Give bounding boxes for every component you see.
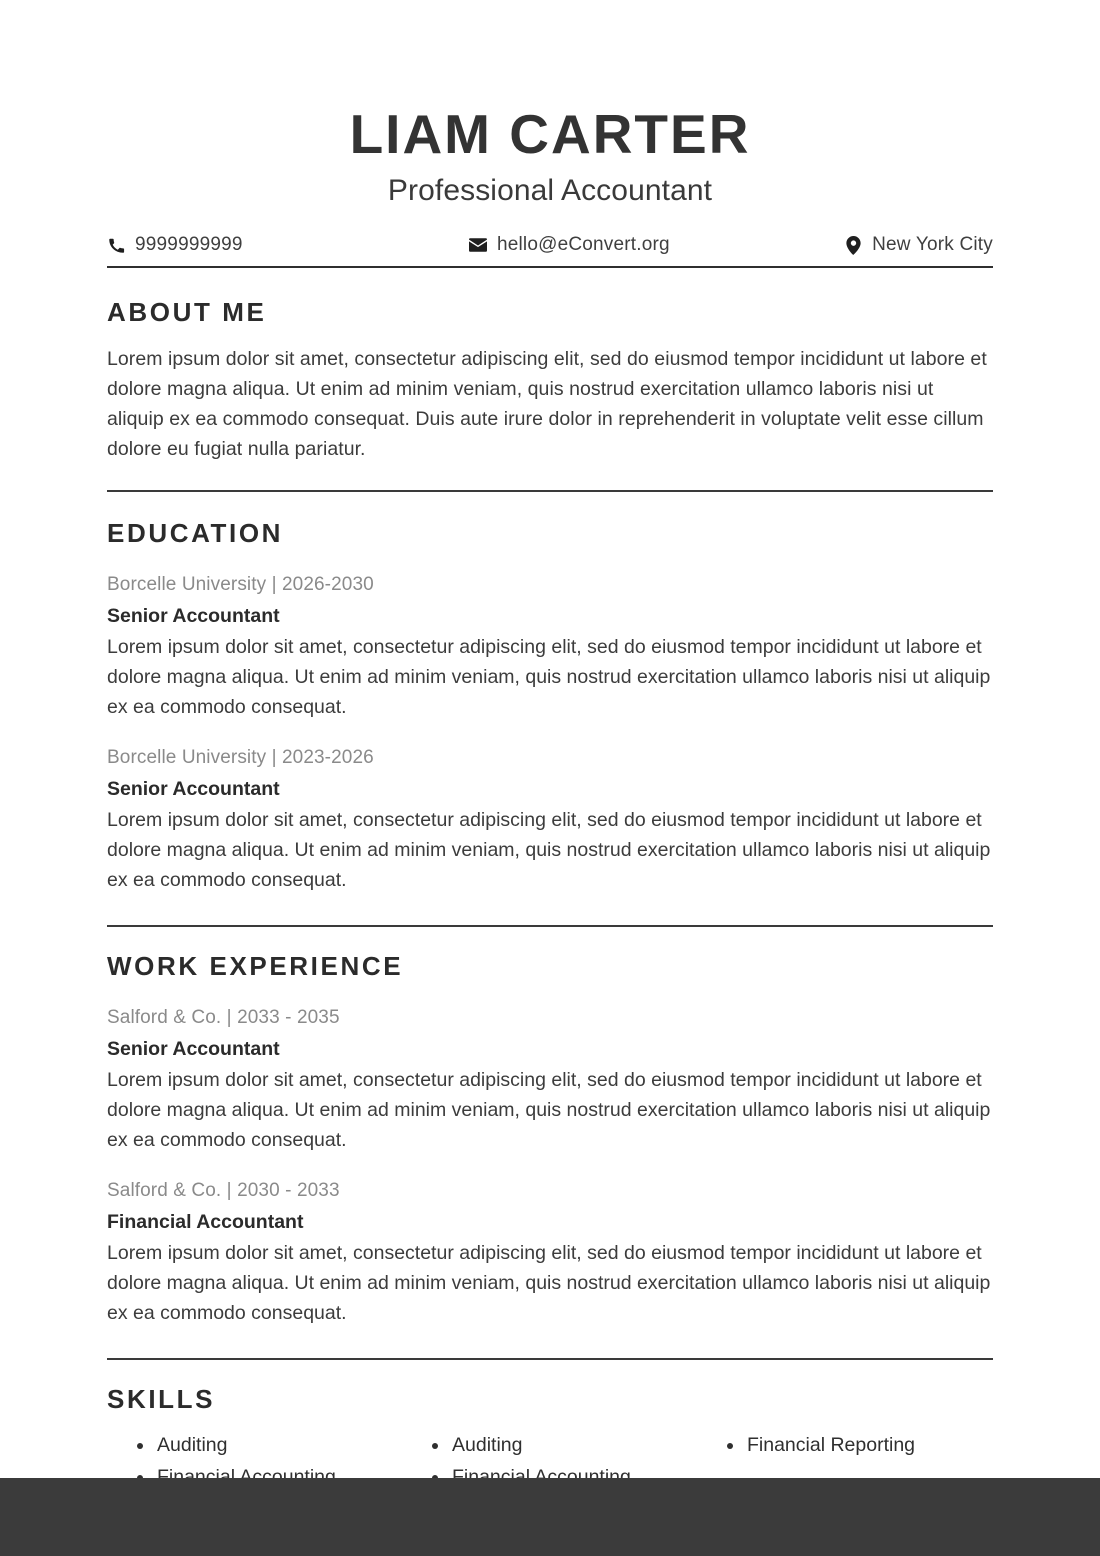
contact-row [107, 234, 993, 266]
contact-phone[interactable] [107, 234, 243, 256]
resume-header [0, 0, 1100, 208]
contact-location[interactable] [844, 234, 993, 256]
education-entry-description: Lorem ipsum dolor sit amet, consectetur adipiscing elit, sed do eiusmod tempor incididunt ut labore et dolore magna aliqua. Ut enim ad minim veniam, quis nostrud exercitation ullamco laboris nisi ut aliquip ex ea commodo consequat. [107, 636, 991, 719]
section-title-skills: SKILLS [107, 1384, 216, 1415]
education-entry-meta: Borcelle University | 2026-2030 [107, 574, 374, 596]
list-item: Auditing [135, 1429, 402, 1461]
education-entry-role: Senior Accountant [107, 605, 280, 628]
list-item: Financial Reporting [725, 1429, 992, 1461]
work-entry-role: Financial Accountant [107, 1211, 304, 1234]
section-title-education: EDUCATION [107, 518, 284, 549]
work-entry [107, 1004, 993, 1155]
page-title: LIAM CARTER [349, 103, 751, 165]
work-entry-meta: Salford & Co. | 2033 - 2035 [107, 1007, 340, 1029]
contact-email[interactable] [469, 234, 670, 256]
education-entry [107, 744, 993, 895]
section-about-me [107, 297, 993, 464]
work-entry-description: Lorem ipsum dolor sit amet, consectetur adipiscing elit, sed do eiusmod tempor incididunt ut labore et dolore magna aliqua. Ut enim ad minim veniam, quis nostrud exercitation ullamco laboris nisi ut aliquip ex ea commodo consequat. [107, 1242, 991, 1325]
section-title-about-me: ABOUT ME [107, 297, 267, 328]
work-entry-role: Senior Accountant [107, 1038, 280, 1061]
divider-header [107, 266, 993, 268]
work-entry-meta: Salford & Co. | 2030 - 2033 [107, 1180, 340, 1202]
about-me-text: Lorem ipsum dolor sit amet, consectetur adipiscing elit, sed do eiusmod tempor incididunt ut labore et dolore magna aliqua. Ut enim ad minim veniam, quis nostrud exercitation ullamco laboris nisi ut aliquip ex ea commodo consequat. Duis aute irure dolor in reprehenderit in voluptate velit esse cillum dolore eu fugiat nulla pariatur. [107, 348, 987, 461]
section-skills [107, 1384, 993, 1493]
map-pin-icon [844, 236, 862, 255]
education-entry-description: Lorem ipsum dolor sit amet, consectetur adipiscing elit, sed do eiusmod tempor incididunt ut labore et dolore magna aliqua. Ut enim ad minim veniam, quis nostrud exercitation ullamco laboris nisi ut aliquip ex ea commodo consequat. [107, 809, 991, 892]
envelope-icon [469, 236, 487, 255]
footer-bar [0, 1478, 1100, 1556]
education-entry-meta: Borcelle University | 2023-2026 [107, 747, 374, 769]
list-item: Auditing [430, 1429, 697, 1461]
section-title-work-experience: WORK EXPERIENCE [107, 951, 404, 982]
work-entry-description: Lorem ipsum dolor sit amet, consectetur adipiscing elit, sed do eiusmod tempor incididunt ut labore et dolore magna aliqua. Ut enim ad minim veniam, quis nostrud exercitation ullamco laboris nisi ut aliquip ex ea commodo consequat. [107, 1069, 991, 1152]
contact-location-text: New York City [872, 234, 993, 256]
phone-icon [107, 236, 125, 255]
section-education [107, 518, 993, 895]
job-title: Professional Accountant [387, 173, 713, 207]
education-entry-role: Senior Accountant [107, 778, 280, 801]
education-entry [107, 571, 993, 722]
contact-email-text: hello@eConvert.org [496, 234, 670, 256]
section-work-experience [107, 951, 993, 1328]
work-entry [107, 1177, 993, 1328]
contact-phone-text: 9999999999 [135, 234, 243, 256]
